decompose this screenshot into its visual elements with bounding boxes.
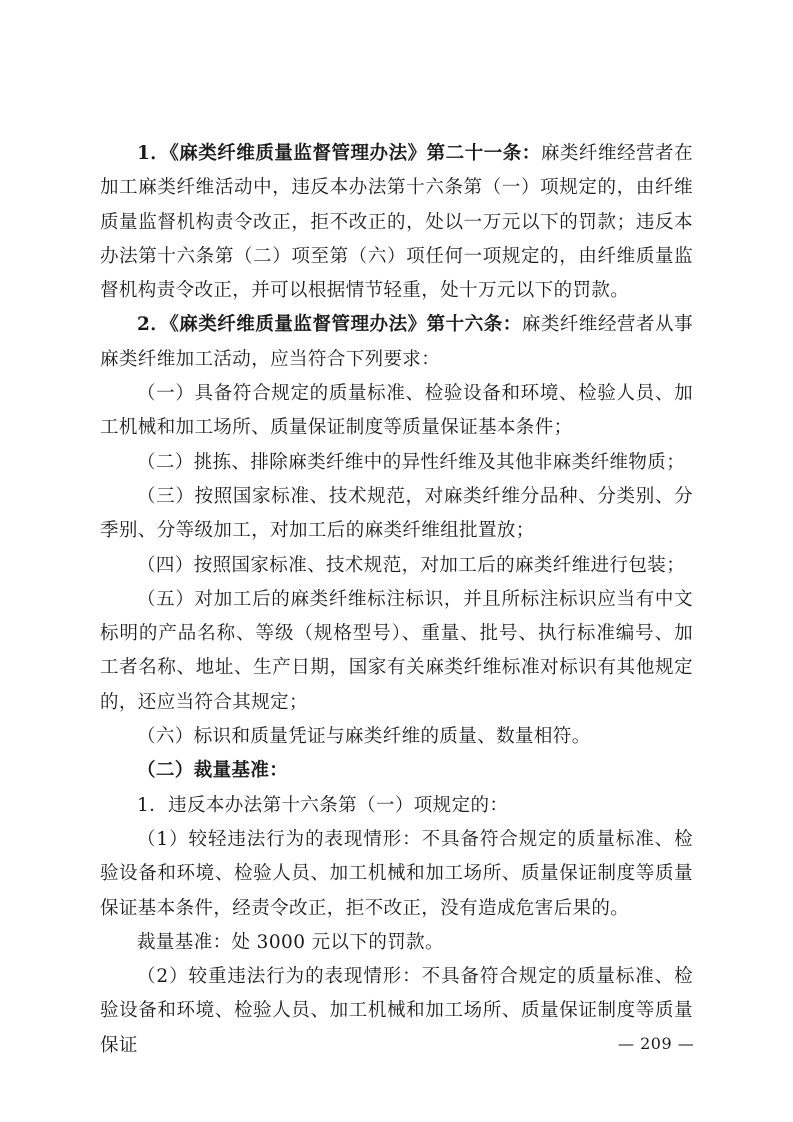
article-16-paragraph [100, 308, 693, 377]
article-21-text: 麻类纤维经营者在加工麻类纤维活动中，违反本办法第十六条第（一）项规定的，由纤维质量监督机构责令改正，拒不改正的，处以一万元以下的罚款；违反本办法第十六条第（二）项至第（六）项任何一项规定的，由纤维质量监督机构责令改正，并可以根据情节轻重，处十万元以下的罚款。 [100, 143, 693, 302]
requirement-item-5: （五）对加工后的麻类纤维标注标识，并且所标注标识应当有中文标明的产品名称、等级（规格型号）、重量、批号、执行标准编号、加工者名称、地址、生产日期，国家有关麻类纤维标准对标识有其他规定的，还应当符合其规定； [100, 588, 693, 713]
article-21-paragraph [100, 137, 693, 308]
heavier-violation-description: （2）较重违法行为的表现情形：不具备符合规定的质量标准、检验设备和环境、检验人员、加工机械和加工场所、质量保证制度等质量保证 [100, 966, 693, 1056]
section-heading-discretion-standard: （二）裁量基准： [137, 760, 289, 782]
lighter-violation-description: （1）较轻违法行为的表现情形：不具备符合规定的质量标准、检验设备和环境、检验人员、加工机械和加工场所、质量保证制度等质量保证基本条件，经责令改正，拒不改正，没有造成危害后果的。 [100, 828, 693, 919]
article-21-title: 《麻类纤维质量监督管理办法》第二十一条： [169, 143, 541, 164]
article-16-title: 《麻类纤维质量监督管理办法》第十六条： [169, 314, 522, 336]
document-body [100, 137, 693, 1063]
article-16-text: 麻类纤维经营者从事麻类纤维加工活动，应当符合下列要求： [100, 314, 693, 370]
requirement-item-4: （四）按照国家标准、技术规范，对加工后的麻类纤维进行包装； [137, 554, 686, 576]
requirement-item-2: （二）挑拣、排除麻类纤维中的异性纤维及其他非麻类纤维物质； [137, 451, 686, 473]
violation-item-1-intro: 1．违反本办法第十六条第（一）项规定的： [137, 794, 509, 816]
article-16-number: 2． [137, 314, 170, 336]
requirement-item-6: （六）标识和质量凭证与麻类纤维的质量、数量相符。 [137, 726, 591, 748]
page-number: — 209 — [618, 1034, 695, 1053]
requirement-item-3: （三）按照国家标准、技术规范，对麻类纤维分品种、分类别、分季别、分等级加工，对加工后的麻类纤维组批置放； [100, 485, 693, 542]
requirement-item-1: （一）具备符合规定的质量标准、检验设备和环境、检验人员、加工机械和加工场所、质量保证制度等质量保证基本条件； [100, 383, 693, 439]
article-21-number: 1． [137, 143, 170, 164]
lighter-violation-penalty: 裁量基准：处 3000 元以下的罚款。 [137, 931, 444, 953]
